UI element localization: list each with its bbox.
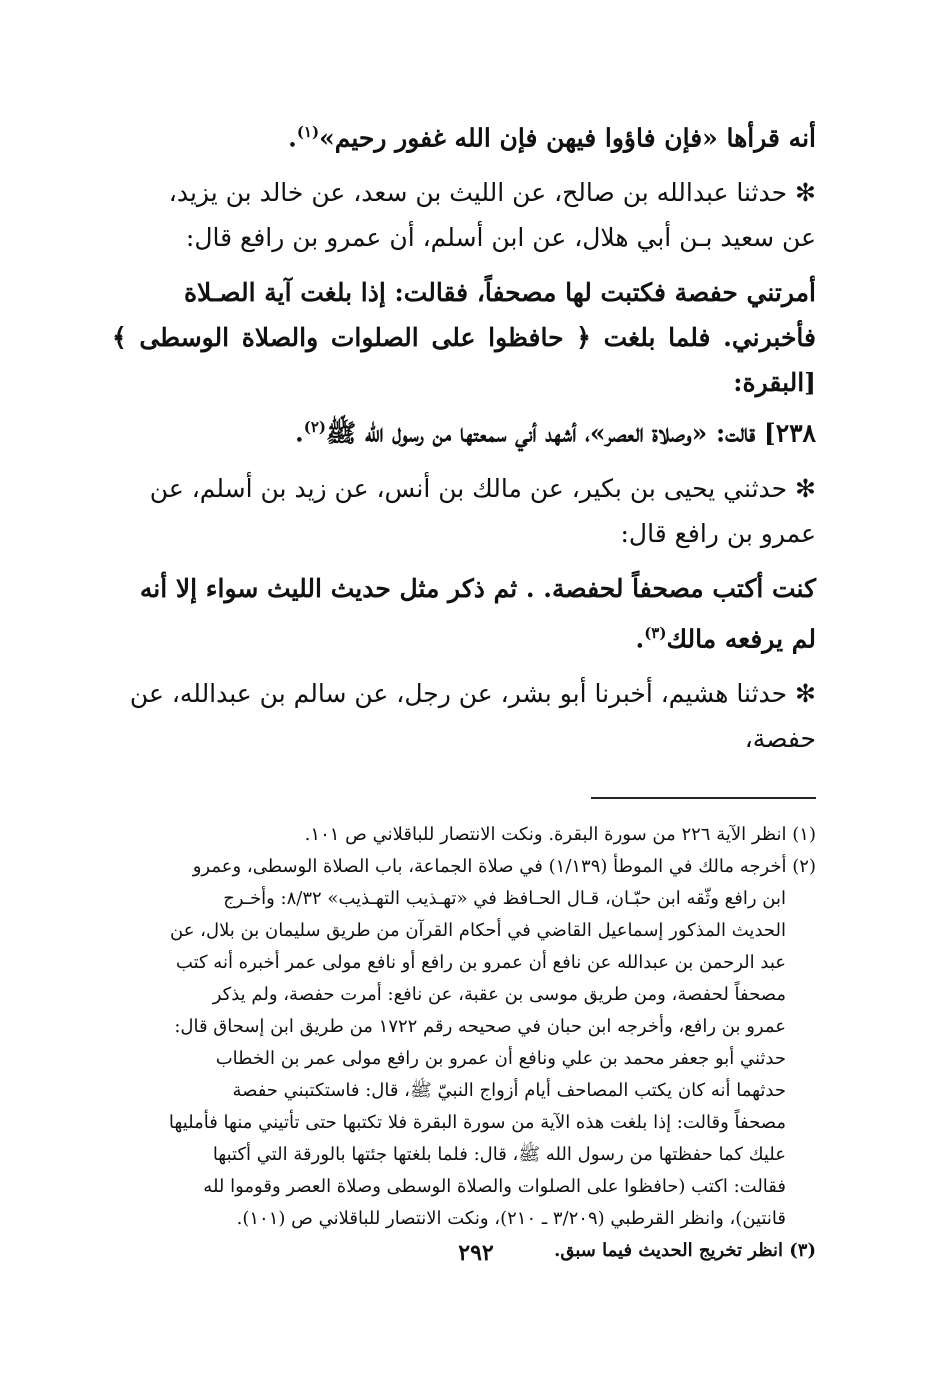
footnote-2-line: مصحفاً وقالت: إذا بلغت هذه الآية من سورة البقرة فلا تكتبها حتى تأتيني منها فأمليها xyxy=(168,1111,786,1133)
punctuation: . xyxy=(294,418,304,448)
footnote-2-line: قانتين)، وانظر القرطبي (٣/٢٠٩ ـ ٢١٠)، ونكت الانتصار للباقلاني ص (١٠١). xyxy=(236,1207,786,1229)
page-number: ٢٩٢ xyxy=(458,1240,494,1266)
main-text xyxy=(112,110,816,761)
footnote-2-line: فقالت: اكتب (حافظوا على الصلوات والصلاة الوسطى وصلاة العصر وقوموا لله xyxy=(203,1175,786,1197)
footnote-2-line: عمرو بن رافع، وأخرجه ابن حبان في صحيحه رقم ١٧٢٢ من طريق ابن إسحاق قال: xyxy=(174,1015,786,1037)
footnote-2-line: حدثهما أنه كان يكتب المصاحف أيام أزواج النبيّ ﷺ، قال: فاستكتبني حفصة xyxy=(232,1079,786,1101)
punctuation: . xyxy=(288,123,297,153)
text-line xyxy=(112,110,816,160)
footnote-marker: (١) xyxy=(296,123,320,141)
footnote-2-line: الحديث المذكور إسماعيل القاضي في أحكام القرآن من طريق سليمان بن بلال، عن xyxy=(170,919,786,941)
hadith-text: لم يرفعه مالك xyxy=(666,623,816,653)
footnote-separator xyxy=(591,797,816,799)
page-body xyxy=(112,110,816,1267)
footnote-2-line: حدثني أبو جعفر محمد بن علي ونافع أن عمرو بن رافع مولى عمر بن الخطاب xyxy=(215,1047,786,1069)
isnad-line: عمرو بن رافع قال: xyxy=(620,518,816,548)
hadith-line xyxy=(112,611,816,661)
footnote-2-line: عليك كما حفظتها من رسول الله ﷺ، قال: فلما بلغتها جئتها بالورقة التي أكتبها xyxy=(212,1143,786,1165)
text-line: أنه قرأها «فإن فاؤوا فيهن فإن الله غفور رحيم» xyxy=(319,123,816,153)
footnote-2-line: عبد الرحمن بن عبدالله عن نافع أن عمرو بن رافع أو نافع مولى عمر أخبره أنه كتب xyxy=(175,951,786,973)
hadith-text: ٢٣٨] قالت: «وصلاة العصر»، أشهد أني سمعتها من رسول الله ﷺ xyxy=(325,418,816,448)
footnote-1: (١) انظر الآية ٢٢٦ من سورة البقرة. ونكت الانتصار للباقلاني ص ١٠١. xyxy=(304,823,816,845)
hadith-line: فأخبرني. فلما بلغت ﴿ حافظوا على الصلوات والصلاة الوسطى ﴾ [البقرة: xyxy=(112,323,816,398)
hadith-line: أمرتني حفصة فكتبت لها مصحفاً، فقالت: إذا بلغت آية الصـلاة xyxy=(183,278,816,308)
footnote-2-line: ابن رافع وثّقه ابن حبّـان، قـال الحـافظ في «تهـذيب التهـذيب» ٨/٣٢: وأخـرج xyxy=(223,887,786,909)
hadith-line xyxy=(112,405,816,455)
hadith-line: كنت أكتب مصحفاً لحفصة. . ثم ذكر مثل حديث الليث سواء إلا أنه xyxy=(139,573,816,603)
footnote-marker: (٢) xyxy=(303,418,326,437)
isnad-line: ✻ حدثنا عبدالله بن صالح، عن الليث بن سعد، عن خالد بن يزيد، xyxy=(168,178,816,208)
footnote-marker: (٣) xyxy=(644,623,667,642)
isnad-line: حفصة، xyxy=(744,723,816,753)
punctuation: . xyxy=(635,623,645,653)
isnad-line: عن سعيد بـن أبي هلال، عن ابن أسلم، أن عمرو بن رافع قال: xyxy=(185,223,816,253)
footnote-2: (٢) أخرجه مالك في الموطأ (١/١٣٩) في صلاة الجماعة، باب الصلاة الوسطى، وعمرو xyxy=(192,855,816,877)
isnad-line: ✻ حدثني يحيى بن بكير، عن مالك بن أنس، عن زيد بن أسلم، عن xyxy=(149,473,816,503)
footnote-3: (٣) انظر تخريج الحديث فيما سبق. xyxy=(554,1239,816,1261)
footnote-2-line: مصحفاً لحفصة، ومن طريق موسى بن عقبة، عن نافع: أمرت حفصة، ولم يذكر xyxy=(212,983,786,1005)
isnad-line: ✻ حدثنا هشيم، أخبرنا أبو بشر، عن رجل، عن سالم بن عبدالله، عن xyxy=(129,678,816,708)
footnotes xyxy=(112,819,816,1267)
